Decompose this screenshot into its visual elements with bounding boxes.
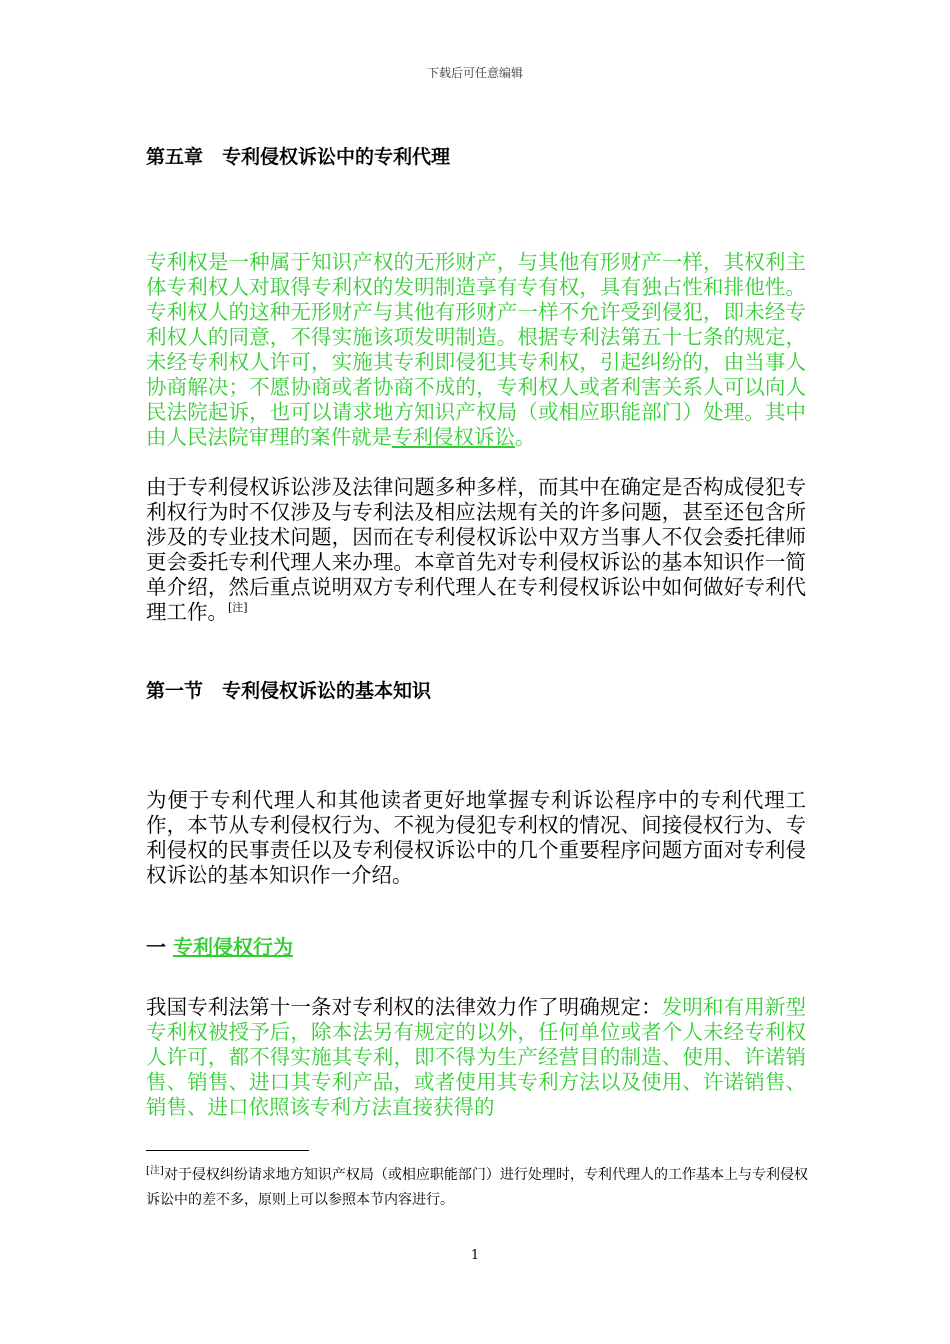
footnote-reference[interactable]: [注] (228, 601, 248, 615)
subsection-paragraph (146, 995, 806, 1120)
intro-paragraph-1-end: 。 (515, 425, 536, 449)
patent-litigation-link[interactable]: 专利侵权诉讼 (392, 425, 515, 449)
intro-paragraph-1-text: 专利权是一种属于知识产权的无形财产，与其他有形财产一样，其权利主体专利权人对取得专利权的发明制造享有专有权，具有独占性和排他性。专利权人的这种无形财产与其他有形财产一样不允许受到侵犯，即未经专利权人的同意，不得实施该项发明制造。根据专利法第五十七条的规定，未经专利权人许可，实施其专利即侵犯其专利权，引起纠纷的，由当事人协商解决；不愿协商或者协商不成的，专利权人或者利害关系人可以向人民法院起诉，也可以请求地方知识产权局（或相应职能部门）处理。其中由人民法院审理的案件就是 (146, 250, 806, 449)
footnote (146, 1163, 808, 1213)
subsection-number: 一 (146, 935, 166, 959)
intro-paragraph-1 (146, 250, 806, 450)
subsection-paragraph-quote: 发明和有用新型专利权被授予后，除本法另有规定的以外，任何单位或者个人未经专利权人许可，都不得实施其专利，即不得为生产经营目的制造、使用、许诺销售、销售、进口其专利产品，或者使用其专利方法以及使用、许诺销售、销售、进口依照该专利方法直接获得的 (146, 995, 807, 1119)
footnote-marker: [注] (146, 1165, 164, 1177)
subsection-title-link[interactable]: 专利侵权行为 (172, 935, 293, 959)
section-title: 第一节 专利侵权诉讼的基本知识 (146, 680, 432, 702)
chapter-title: 第五章 专利侵权诉讼中的专利代理 (146, 146, 451, 168)
intro-paragraph-2-text: 由于专利侵权诉讼涉及法律问题多种多样，而其中在确定是否构成侵犯专利权行为时不仅涉及与专利法及相应法规有关的许多问题，甚至还包含所涉及的专业技术问题，因而在专利侵权诉讼中双方当事人不仅会委托律师更会委托专利代理人来办理。本章首先对专利侵权诉讼的基本知识作一简单介绍，然后重点说明双方专利代理人在专利侵权诉讼中如何做好专利代理工作。 (146, 475, 806, 624)
subsection-heading (146, 931, 293, 960)
subsection-paragraph-lead: 我国专利法第十一条对专利权的法律效力作了明确规定： (146, 995, 662, 1019)
section-paragraph: 为便于专利代理人和其他读者更好地掌握专利诉讼程序中的专利代理工作，本节从专利侵权行为、不视为侵犯专利权的情况、间接侵权行为、专利侵权的民事责任以及专利侵权诉讼中的几个重要程序问题方面对专利侵权诉讼的基本知识作一介绍。 (146, 788, 806, 887)
intro-paragraph-2 (146, 475, 806, 625)
footnote-divider (146, 1150, 309, 1151)
page-header: 下载后可任意编辑 (426, 66, 523, 80)
footnote-text: 对于侵权纠纷请求地方知识产权局（或相应职能部门）进行处理时，专利代理人的工作基本上与专利侵权诉讼中的差不多，原则上可以参照本节内容进行。 (146, 1167, 808, 1208)
page-number: 1 (470, 1248, 480, 1263)
